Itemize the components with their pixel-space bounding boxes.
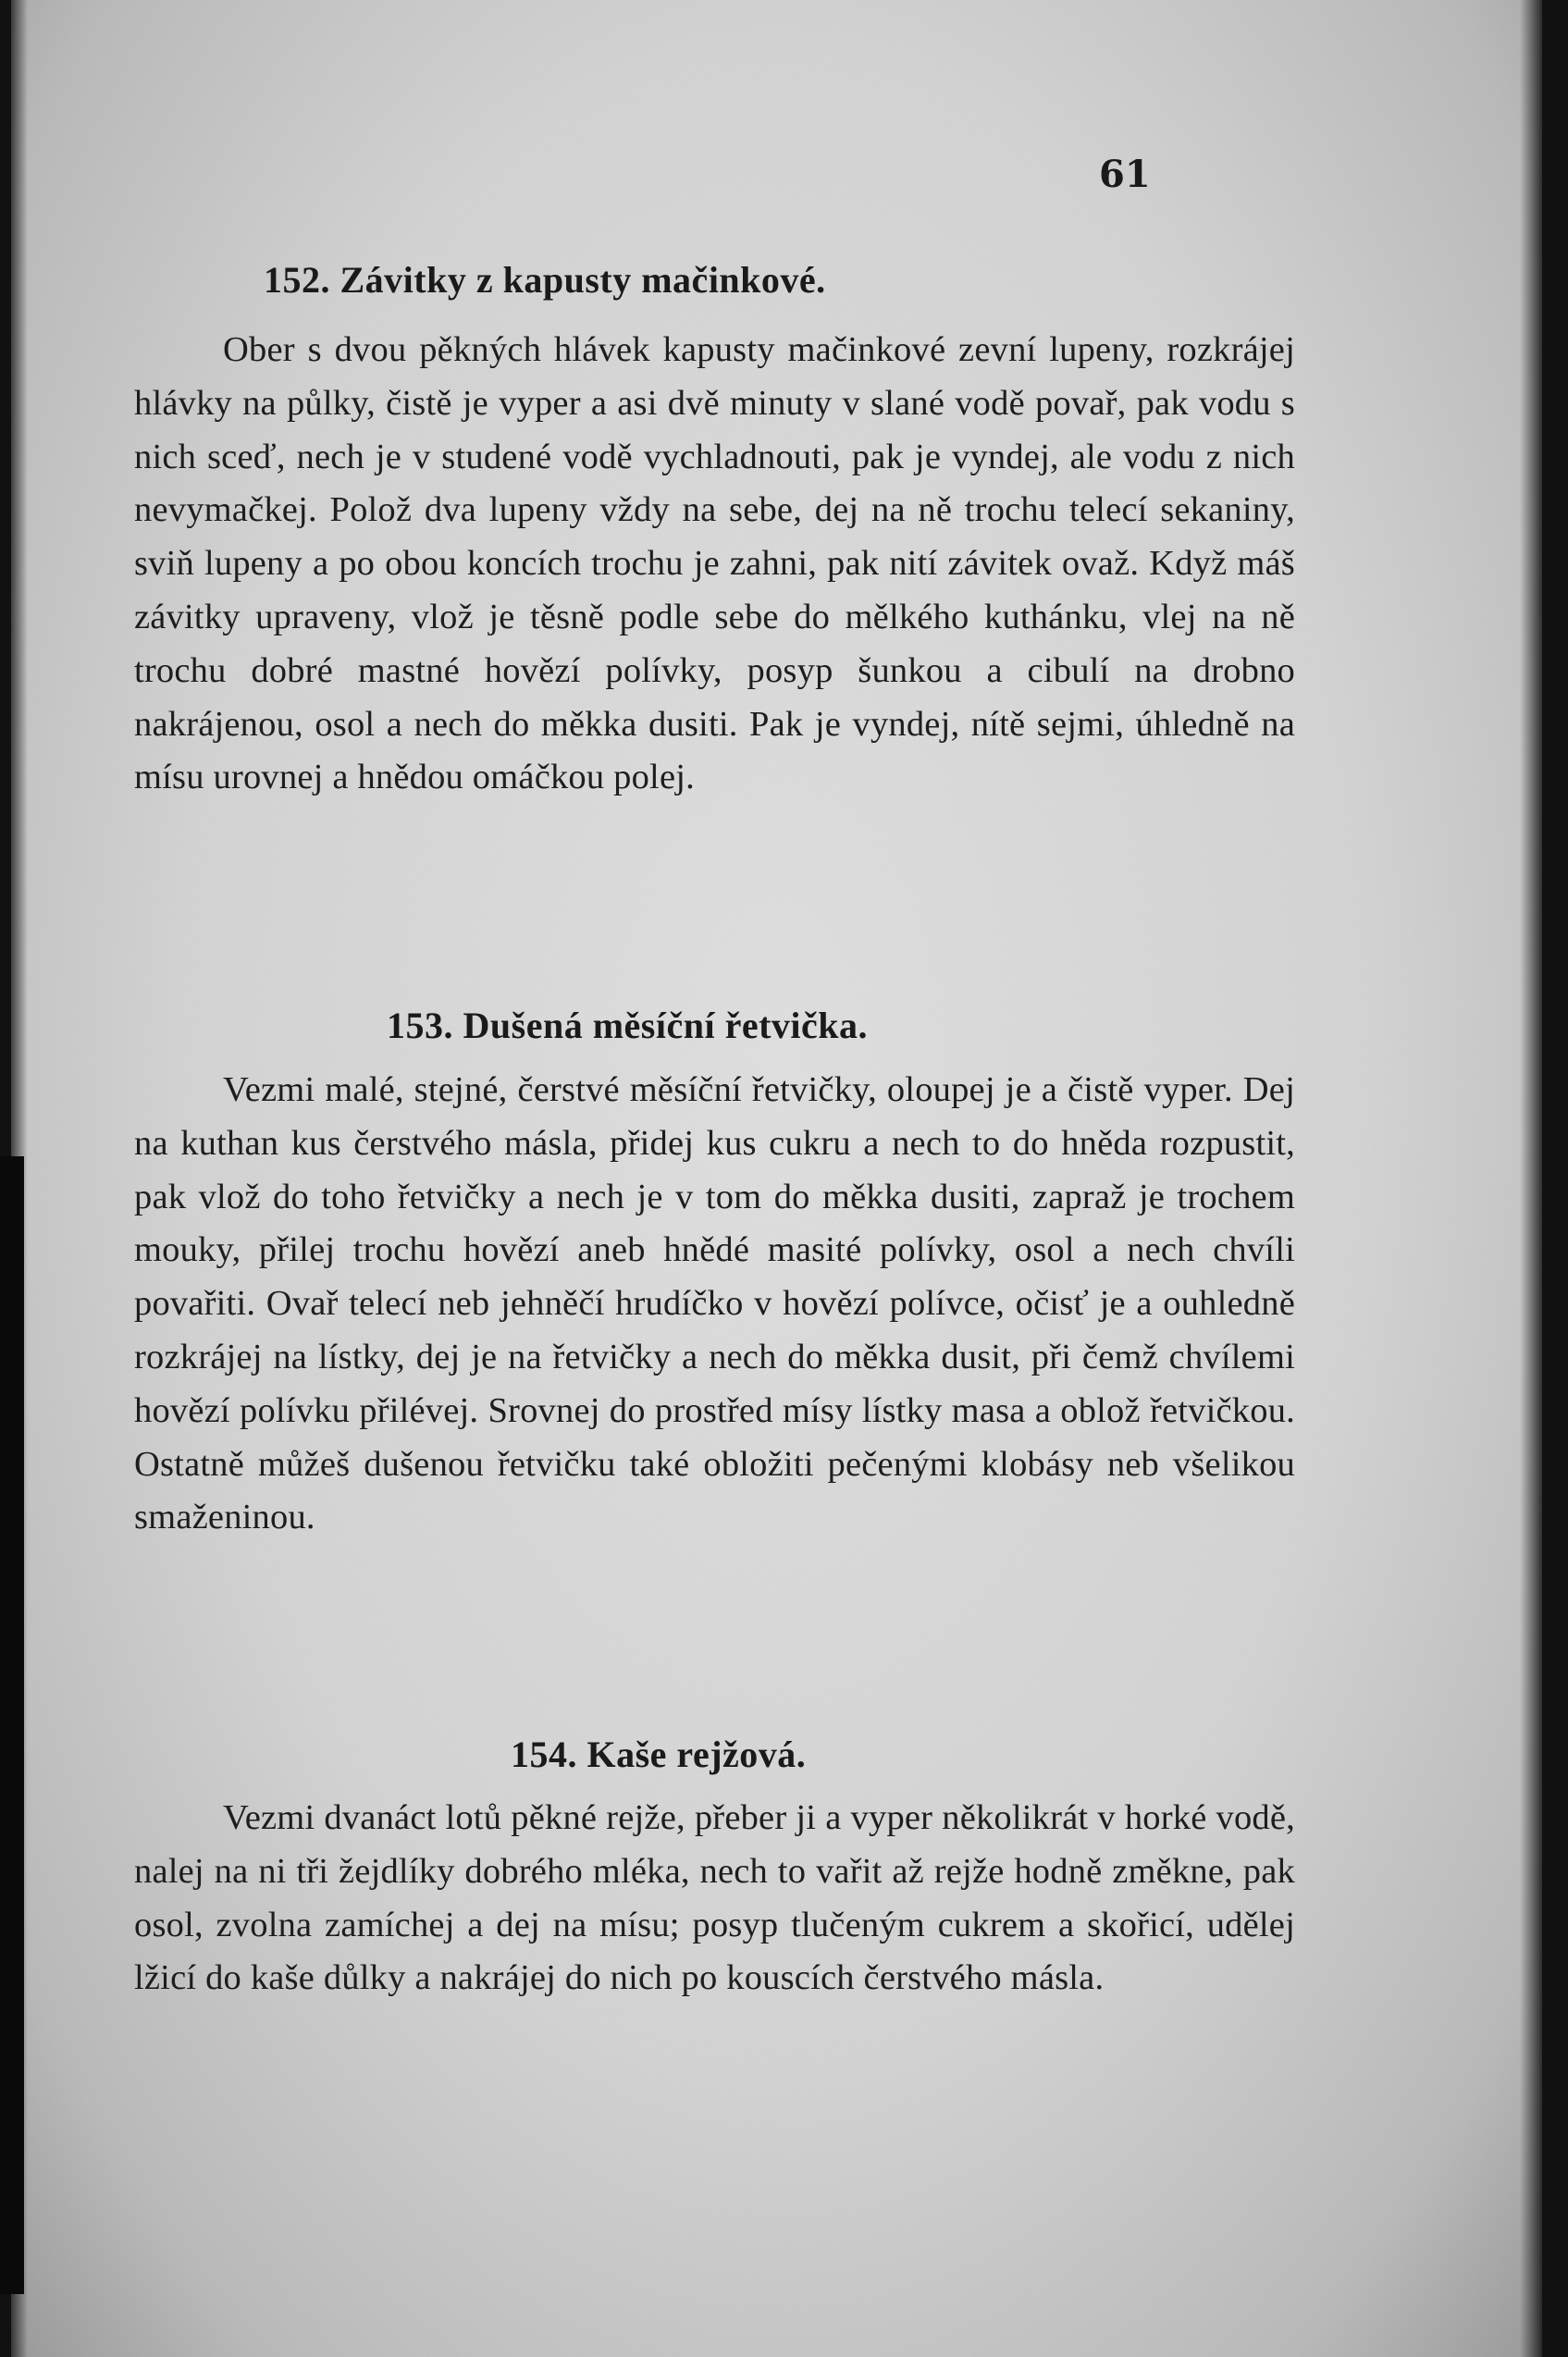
recipe-heading-152: 152. Závitky z kapusty mačinkové. <box>264 259 826 301</box>
recipe-text-152: Ober s dvou pěkných hlávek kapusty mačinkové zevní lupeny, rozkrájej hlávky na půlky, čistě je vyper a asi dvě minuty v slané vodě povař, pak vodu s nich sceď, nech je v studené vodě vychladnouti, pak je vyndej, ale vodu z nich nevymačkej. Polož dva lupeny vždy na sebe, dej na ně trochu telecí sekaniny, sviň lupeny a po obou koncích trochu je zahni, pak nití závitek ovaž. Když máš závitky upraveny, vlož je těsně podle sebe do mělkého kuthánku, vlej na ně trochu dobré mastné hovězí polívky, posyp šunkou a cibulí na drobno nakrájenou, osol a nech do měkka dusiti. Pak je vyndej, nítě sejmi, úhledně na mísu urovnej a hnědou omáčkou polej. <box>134 330 1295 797</box>
recipe-text-154: Vezmi dvanáct lotů pěkné rejže, přeber ji a vyper několikrát v horké vodě, nalej na ni tři žejdlíky dobrého mléka, nech to vařit až rejže hodně změkne, pak osol, zvolna zamíchej a dej na mísu; posyp tlučeným cukrem a skořicí, udělej lžicí do kaše důlky a nakrájej do nich po kouscích čerstvého másla. <box>134 1798 1295 1998</box>
recipe-heading-153: 153. Dušená měsíční řetvička. <box>387 1005 869 1046</box>
page-shadow-right <box>1520 0 1542 2357</box>
binding-edge <box>0 1156 24 2294</box>
page-number: 61 <box>1099 153 1151 196</box>
recipe-heading-154: 154. Kaše rejžová. <box>511 1734 807 1775</box>
recipe-text-153: Vezmi malé, stejné, čerstvé měsíční řetvičky, oloupej je a čistě vyper. Dej na kuthan kus čerstvého másla, přidej kus cukru a nech to do hněda rozpustit, pak vlož do toho řetvičky a nech je v tom do měkka dusiti, zapraž je trochem mouky, přilej trochu hovězí aneb hnědé masité polívky, osol a nech chvíli povařiti. Ovař telecí neb jehněčí hrudíčko v hovězí polívce, očisť je a ouhledně rozkrájej na lístky, dej je na řetvičky a nech do měkka dusit, při čemž chvílemi hovězí polívku přilévej. Srovnej do prostřed mísy lístky masa a oblož řetvičkou. Ostatně můžeš dušenou řetvičku také obložiti pečenými klobásy neb všelikou smaženinou. <box>134 1070 1295 1537</box>
